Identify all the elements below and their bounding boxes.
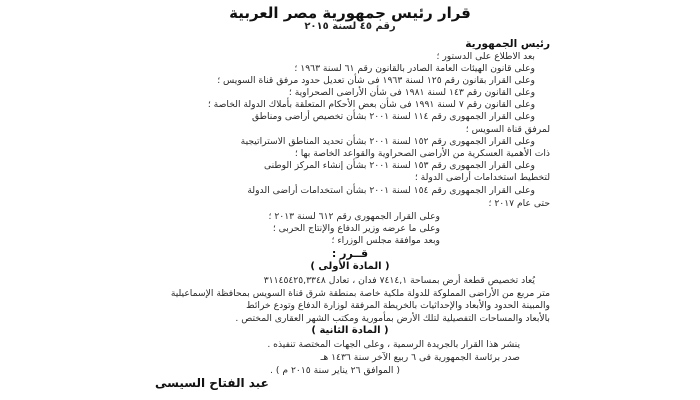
article-1-heading: ( المادة الأولى ) (310, 261, 390, 272)
issued-date: صدر برئاسة الجمهورية فى ٦ ربيع الآخر سنة ١٤٣٦ هـ (320, 352, 520, 363)
preamble-line: لتخطيط استخدامات أراضى الدولة ؛ (414, 172, 550, 183)
preamble-line: وعلى القرار الجمهورى رقم ١٥٢ لسنة ٢٠٠١ بشأن تحديد المناطق الاستراتيجية (240, 136, 535, 147)
preamble-line: وعلى القانون رقم ١٤٣ لسنة ١٩٨١ فى شأن الأراضى الصحراوية ؛ (288, 87, 535, 98)
preamble-line: وعلى القرار الجمهورى رقم ١١٤ لسنة ٢٠٠١ بشأن تخصيص أراضى ومناطق (252, 111, 535, 122)
issuer-heading: رئيس الجمهورية (465, 38, 550, 50)
preamble-line: وعلى قانون الهيئات العامة الصادر بالقانون رقم ٦١ لسنة ١٩٦٣ ؛ (294, 63, 535, 74)
article-1-line: متر مربع من الأراضى المملوكة للدولة ملكية خاصة بمنطقة شرق قناة السويس بمحافظة الإسماعيلية (170, 288, 550, 299)
preamble-line: وعلى القرار بقانون رقم ١٢٥ لسنة ١٩٦٣ فى شأن تعديل حدود مرفق قناة السويس ؛ (217, 75, 535, 86)
preamble-line: وبعد موافقة مجلس الوزراء ؛ (331, 235, 440, 246)
preamble-line: وعلى ما عرضه وزير الدفاع والإنتاج الحربى ؛ (272, 223, 440, 234)
decree-number: رقم ٤٥ لسنة ٢٠١٥ (304, 21, 396, 32)
preamble-line: لمرفق قناة السويس ؛ (465, 124, 550, 135)
article-1-line: بالأبعاد والمساحات التفصيلية لتلك الأرض بمأمورية ومكتب الشهر العقارى المختص . (235, 313, 550, 324)
preamble-line: حتى عام ٢٠١٧ ؛ (488, 198, 550, 209)
preamble-line: بعد الاطلاع على الدستور ؛ (436, 51, 535, 62)
article-2-line: ينشر هذا القرار بالجريدة الرسمية ، وعلى الجهات المختصة تنفيذه . (267, 339, 520, 350)
preamble-line: وعلى القانون رقم ٧ لسنة ١٩٩١ فى شأن بعض الأحكام المتعلقة بأملاك الدولة الخاصة ؛ (207, 99, 535, 110)
article-1-line: والمبينة الحدود والأبعاد والإحداثيات بالخريطة المرفقة لوزارة الدفاع وتودع خرائط (246, 300, 550, 311)
preamble-line: ذات الأهمية العسكرية من الأراضى الصحراوية والقواعد الخاصة بها ؛ (294, 148, 550, 159)
preamble-line: وعلى القرار الجمهورى رقم ١٥٣ لسنة ٢٠٠١ بشأن إنشاء المركز الوطنى (263, 160, 535, 171)
article-2-heading: ( المادة الثانية ) (311, 325, 389, 336)
preamble-line: وعلى القرار الجمهورى رقم ٦١٢ لسنة ٢٠١٣ ؛ (268, 211, 440, 222)
preamble-line: وعلى القرار الجمهورى رقم ١٥٤ لسنة ٢٠٠١ بشأن استخدامات أراضى الدولة (247, 185, 535, 196)
decree-title: قرار رئيس جمهورية مصر العربية (229, 4, 471, 22)
corresponding-date: ( الموافق ٢٦ يناير سنة ٢٠١٥ م ) . (270, 365, 400, 376)
article-1-line: يُعاد تخصيص قطعة أرض بمساحة ٧٤١٤,١ فدان ، تعادل ٣١١٤٥٤٢٥,٣٣٤٨ (263, 275, 535, 286)
decided-heading: قــرر : (331, 247, 369, 260)
signature: عبد الفتاح السيسى (155, 376, 269, 390)
